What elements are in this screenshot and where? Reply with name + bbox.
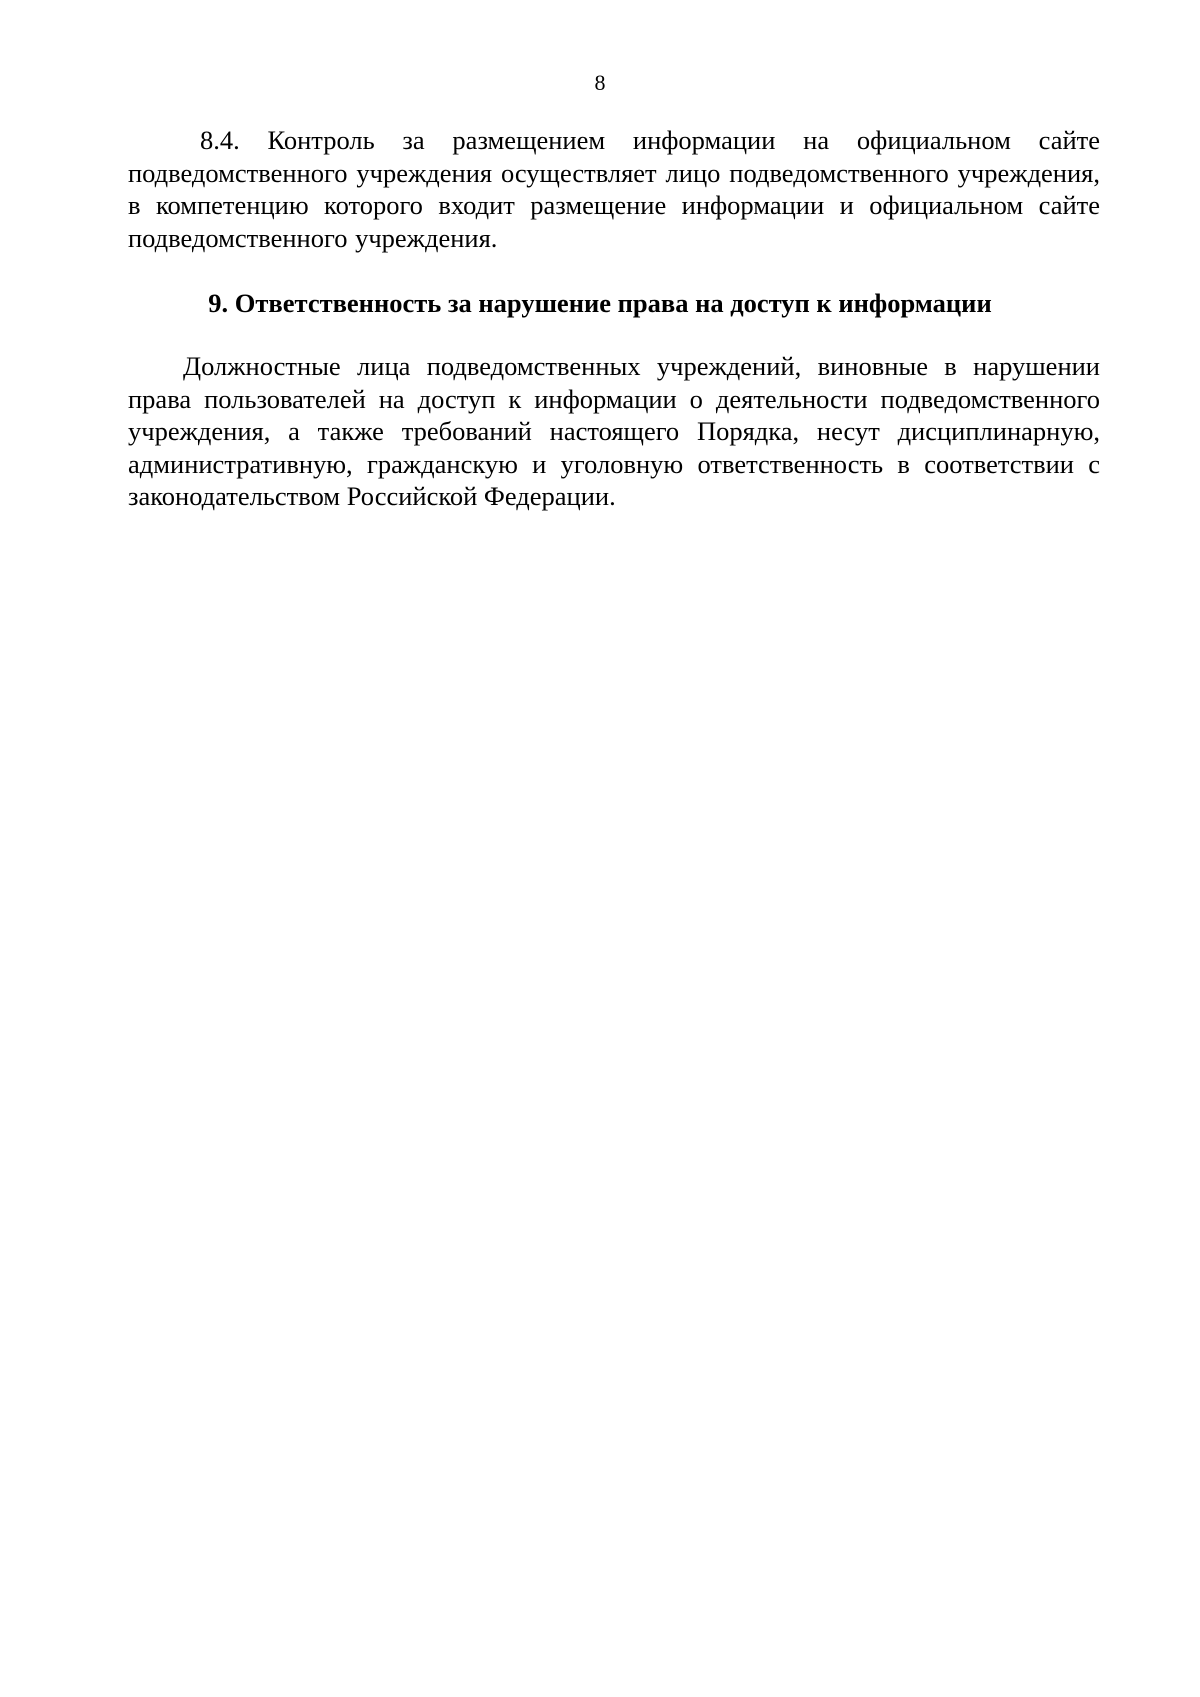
section-9-paragraph: Должностные лица подведомственных учреждений, виновные в нарушении права пользователей на доступ к информации о деятельности подведомственного учреждения, а также требований настоящего Порядка, несут дисциплинарную, административную, гражданскую и уголовную ответственность в соответствии с законодательством Российской Федерации. (128, 351, 1100, 511)
page-number: 8 (594, 70, 606, 95)
section-9-heading: 9. Ответственность за нарушение права на доступ к информации (208, 288, 992, 318)
paragraph-8-4: 8.4. Контроль за размещением информации на официальном сайте подведомственного учреждения осуществляет лицо подведомственного учреждения, в компетенцию которого входит размещение информации и официальном сайте подведомственного учреждения. (128, 125, 1100, 253)
